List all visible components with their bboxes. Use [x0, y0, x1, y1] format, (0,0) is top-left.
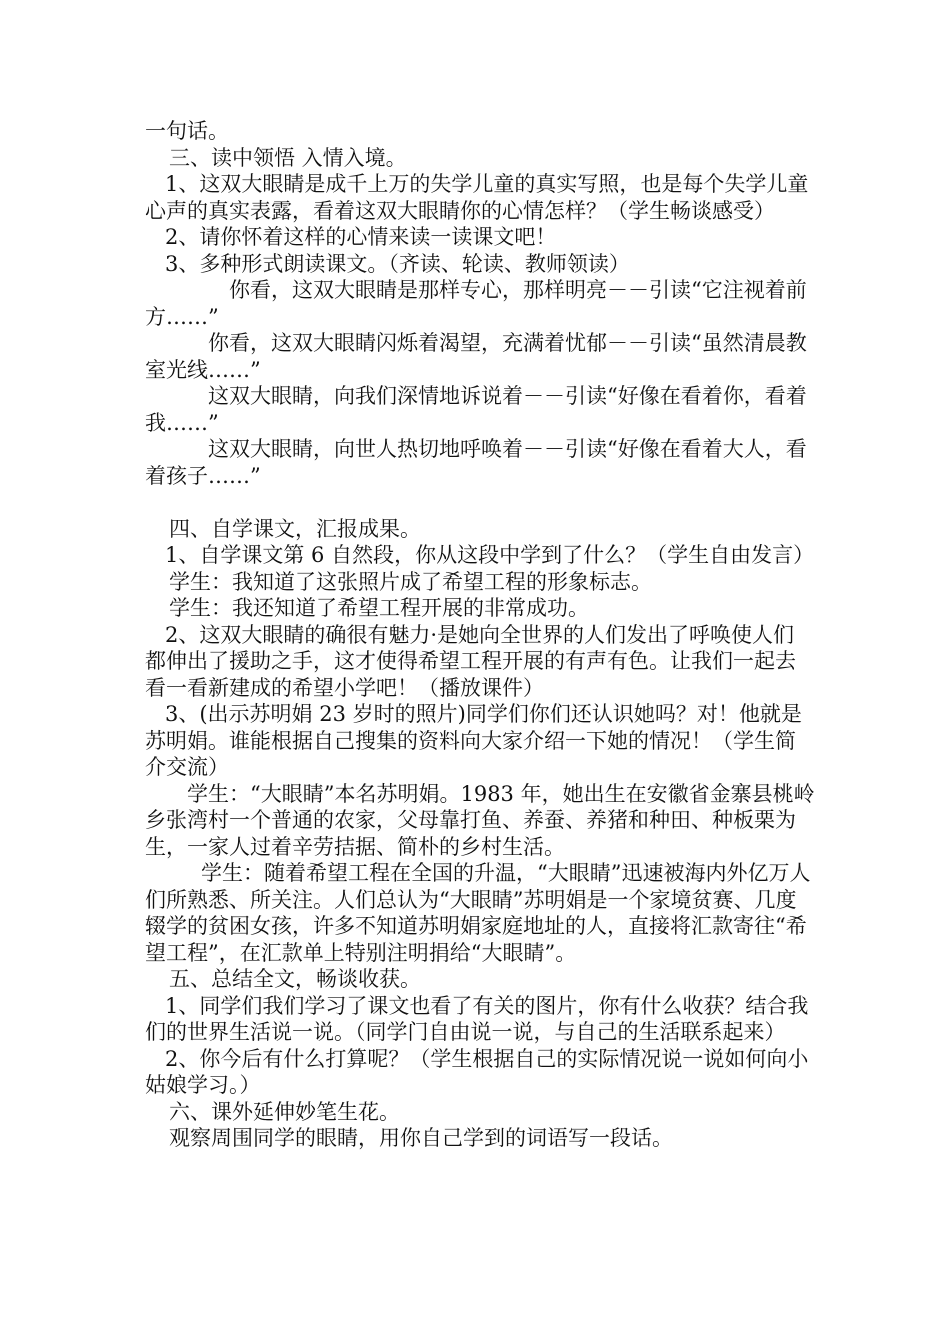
document-paragraph: 1、这双大眼睛是成千上万的失学儿童的真实写照，也是每个失学儿童心声的真实表露，看着这双大眼睛你的心情怎样？（学生畅谈感受） [145, 172, 809, 223]
document-paragraph: 学生：我知道了这张照片成了希望工程的形象标志。 [169, 569, 652, 594]
document-paragraph: 四、自学课文，汇报成果。 [169, 516, 421, 541]
document-paragraph: 1、同学们我们学习了课文也看了有关的图片，你有什么收获？结合我们的世界生活说一说。（同学门自由说一说，与自己的生活联系起来） [145, 993, 809, 1044]
document-paragraph [145, 489, 815, 516]
document-paragraph: 2、你今后有什么打算呢？（学生根据自己的实际情况说一说如何向小姑娘学习。） [145, 1046, 809, 1097]
document-paragraph: 六、课外延伸妙笔生花。 [169, 1099, 400, 1124]
document-paragraph: 学生：随着希望工程在全国的升温，“大眼睛”迅速被海内外亿万人们所熟悉、所关注。人们总认为“大眼睛”苏明娟是一个家境贫赛、几度辍学的贫困女孩，许多不知道苏明娟家庭地址的人，直接将汇款寄往“希望工程”，在汇款单上特别注明捐给“大眼睛”。 [145, 861, 811, 965]
document-paragraph: 你看，这双大眼睛是那样专心，那样明亮－－引读“它注视着前方……” [145, 278, 807, 329]
document-paragraph: 2、这双大眼睛的确很有魅力·是她向全世界的人们发出了呼唤使人们都伸出了援助之手，这才使得希望工程开展的有声有色。让我们一起去看一看新建成的希望小学吧！（播放课件） [145, 622, 796, 700]
document-paragraph: 你看，这双大眼睛闪烁着渴望，充满着忧郁－－引读“虽然清晨教室光线……” [145, 331, 807, 382]
document-paragraph: 3、(出示苏明娟 23 岁时的照片)同学们你们还认识她吗？对！他就是苏明娟。谁能根据自己搜集的资料向大家介绍一下她的情况！（学生简介交流） [145, 702, 802, 779]
document-paragraph: 观察周围同学的眼睛，用你自己学到的词语写一段话。 [169, 1126, 673, 1150]
document-paragraph: 一句话。 [145, 119, 229, 143]
document-paragraph: 五、总结全文，畅谈收获。 [169, 967, 421, 991]
document-paragraph: 这双大眼睛，向世人热切地呼唤着－－引读“好像在看着大人，看着孩子……” [145, 437, 807, 488]
document-paragraph: 1、自学课文第 6 自然段，你从这段中学到了什么？（学生自由发言） [165, 543, 815, 567]
document-paragraph: 学生：“大眼睛”本名苏明娟。1983 年，她出生在安徽省金寨县桃岭乡张湾村一个普通的农家，父母靠打鱼、养蚕、养猪和种田、种板栗为生，一家人过着辛劳拮据、简朴的乡村生活。 [145, 781, 815, 859]
document-paragraph: 3、多种形式朗读课文。（齐读、轮读、教师领读） [165, 251, 630, 276]
document-paragraph: 这双大眼睛，向我们深情地诉说着－－引读“好像在看着你，看着我……” [145, 384, 807, 435]
document-paragraph: 三、读中领悟 入情入境。 [169, 145, 407, 170]
document-body [145, 118, 815, 1152]
document-paragraph: 学生：我还知道了希望工程开展的非常成功。 [169, 596, 589, 620]
document-paragraph: 2、请你怀着这样的心情来读一读课文吧！ [165, 225, 557, 249]
